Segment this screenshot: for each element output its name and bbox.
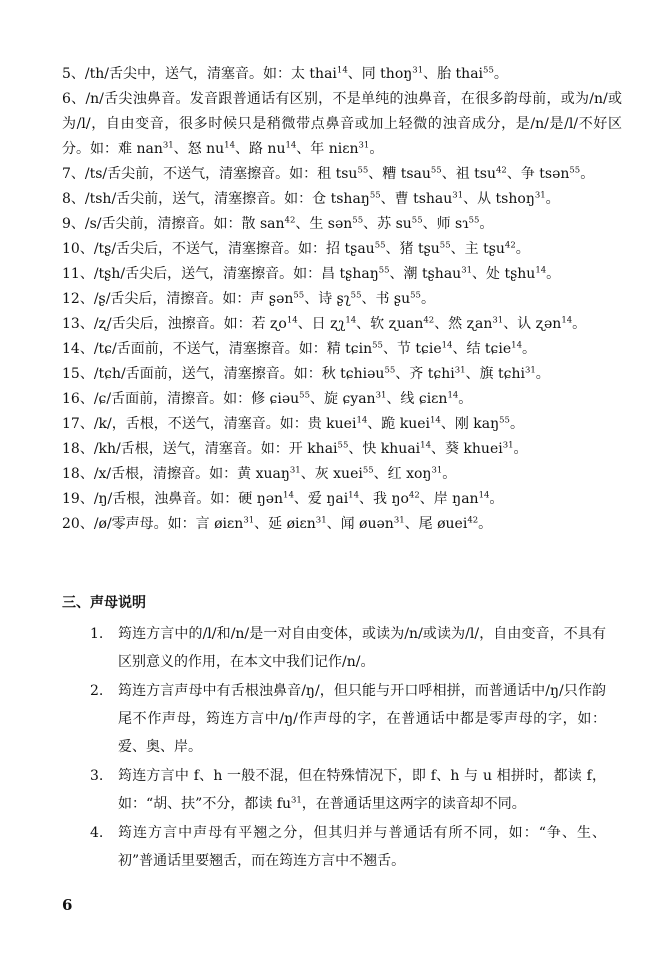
- tone-number: 31: [431, 465, 443, 476]
- text-run: 、旗 tɕhi: [465, 366, 525, 382]
- text-run: 、旋 ɕyan: [310, 391, 376, 407]
- tone-number: 42: [284, 215, 296, 226]
- text-run: 、刚 kaŋ: [440, 416, 500, 432]
- text-run: 5、/th/舌尖中，送气，清塞音。如：太 thai: [62, 66, 337, 82]
- tone-number: 14: [224, 140, 235, 151]
- text-run: 、葵 khuei: [430, 441, 503, 457]
- tone-number: 14: [285, 140, 297, 151]
- text-run: 6、/n/舌尖浊鼻音。发音跟普通话有区别，不是单纯的浊鼻音，在很多韵母前，或为/n/或为/l/，自由变音，很多时候只是稍微带点鼻音或加上轻微的浊音成分，是/n/是/l/不好区分。如：难 nan: [62, 91, 622, 157]
- text-run: 、处 tʂhu: [472, 266, 536, 282]
- text-run: 筠连方言中 f、h 一般不混，但在特殊情况下，即 f、h 与 u 相拼时，都读 f，如：“胡、扶”不分，都读 fu: [118, 768, 606, 812]
- text-run: 、诗 ʂʅ: [304, 291, 351, 307]
- text-run: 17、/k/，舌根，不送气，清塞音。如：贵 kuei: [62, 416, 357, 432]
- text-run: 。: [478, 516, 493, 532]
- tone-number: 31: [393, 515, 405, 526]
- tone-number: 55: [357, 165, 369, 176]
- text-run: 、延 øiɛn: [254, 516, 316, 532]
- note-number: 1.: [90, 626, 104, 642]
- note-text: [118, 819, 606, 875]
- text-run: 、日 ʐʅ: [297, 316, 346, 332]
- tone-number: 55: [384, 365, 396, 376]
- initial-entry: [62, 437, 622, 462]
- tone-number: 55: [410, 290, 421, 301]
- initial-entry: [62, 287, 622, 312]
- tone-number: 14: [441, 340, 453, 351]
- tone-number: 55: [374, 240, 386, 251]
- text-run: 13、/ʐ/舌尖后，浊擦音。如：若 ʐo: [62, 316, 287, 332]
- tone-number: 31: [452, 190, 464, 201]
- text-run: 18、/kh/舌根，送气，清塞音。如：开 khai: [62, 441, 338, 457]
- text-run: 、跪 kuei: [367, 416, 430, 432]
- section-title: 三、声母说明: [62, 595, 146, 611]
- tone-number: 55: [430, 165, 442, 176]
- tone-number: 31: [461, 265, 473, 276]
- text-run: 15、/tɕh/舌面前，送气，清塞擦音。如：秋 tɕhiəu: [62, 366, 385, 382]
- tone-number: 55: [350, 290, 362, 301]
- text-run: 、灰 xuei: [300, 466, 363, 482]
- text-run: 、线 ɕiɛn: [386, 391, 448, 407]
- tone-number: 42: [504, 240, 516, 251]
- initial-entry: [62, 162, 622, 187]
- tone-number: 31: [534, 190, 546, 201]
- text-run: 。: [513, 441, 528, 457]
- tone-number: 55: [362, 465, 374, 476]
- text-run: 。: [442, 466, 457, 482]
- text-run: 8、/tsh/舌尖前，送气，清塞擦音。如：仓 tshaŋ: [62, 191, 370, 207]
- text-run: 、尾 øuei: [404, 516, 468, 532]
- initial-entry: [62, 362, 622, 387]
- tone-number: 31: [162, 140, 174, 151]
- text-run: 。: [458, 391, 473, 407]
- text-run: 、苏 su: [363, 216, 412, 232]
- text-run: 、然 ʐan: [434, 316, 493, 332]
- text-run: 。: [572, 316, 587, 332]
- note-text: [118, 677, 606, 761]
- tone-number: 55: [369, 190, 381, 201]
- tone-number: 55: [411, 215, 423, 226]
- tone-number: 14: [345, 315, 357, 326]
- tone-number: 14: [561, 315, 573, 326]
- note-item: [90, 620, 606, 676]
- initial-entry: [62, 337, 622, 362]
- tone-number: 42: [496, 165, 507, 176]
- page-number: 6: [62, 896, 73, 914]
- tone-number: 14: [430, 415, 441, 426]
- text-run: 、闻 øuən: [326, 516, 394, 532]
- tone-number: 55: [337, 440, 349, 451]
- initial-entry: [62, 462, 622, 487]
- tone-number: 14: [420, 440, 431, 451]
- tone-number: 42: [423, 315, 435, 326]
- tone-number: 14: [356, 415, 368, 426]
- text-run: 、路 nu: [234, 141, 286, 157]
- text-run: 。: [489, 491, 504, 507]
- text-run: 。: [580, 166, 595, 182]
- initial-entry: [62, 412, 622, 437]
- text-run: 10、/tʂ/舌尖后，不送气，清塞擦音。如：招 tʂau: [62, 241, 375, 257]
- tone-number: 31: [243, 515, 255, 526]
- text-run: 、红 xoŋ: [373, 466, 432, 482]
- text-run: 、书 ʂu: [361, 291, 411, 307]
- tone-number: 31: [492, 315, 504, 326]
- text-run: 。: [545, 191, 560, 207]
- tone-number: 31: [315, 515, 327, 526]
- text-run: 、胎 thai: [423, 66, 484, 82]
- text-run: 、师 sɿ: [422, 216, 469, 232]
- initials-list: [62, 62, 622, 537]
- text-run: 、节 tɕie: [382, 341, 442, 357]
- text-run: 筠连方言中声母有平翘之分，但其归并与普通话有所不同，如：“争、生、初”普通话里要翘舌，而在筠连方言中不翘舌。: [118, 825, 606, 869]
- tone-number: 55: [468, 215, 480, 226]
- tone-number: 14: [447, 390, 459, 401]
- initial-entry: [62, 387, 622, 412]
- initial-entry: [62, 87, 622, 162]
- text-run: 、从 tshoŋ: [463, 191, 535, 207]
- text-run: 。: [479, 216, 494, 232]
- tone-number: 55: [293, 290, 305, 301]
- note-item: [90, 762, 606, 818]
- text-run: 、齐 tɕhi: [395, 366, 455, 382]
- text-run: 、糟 tsau: [368, 166, 431, 182]
- text-run: 。: [521, 341, 536, 357]
- tone-number: 42: [408, 490, 420, 501]
- tone-number: 55: [439, 240, 451, 251]
- text-run: 11、/tʂh/舌尖后，送气，清塞擦音。如：昌 tʂhaŋ: [62, 266, 379, 282]
- tone-number: 55: [569, 165, 581, 176]
- text-run: ，在普通话里这两字的读音却不同。: [301, 796, 526, 812]
- text-run: 、软 ʐuan: [356, 316, 424, 332]
- text-run: 、我 ŋo: [359, 491, 409, 507]
- text-run: 9、/s/舌尖前，清擦音。如：散 san: [62, 216, 285, 232]
- text-run: 7、/ts/舌尖前，不送气，清塞擦音。如：租 tsu: [62, 166, 358, 182]
- tone-number: 14: [535, 265, 547, 276]
- initial-entry: [62, 512, 622, 537]
- notes-list: [90, 620, 606, 876]
- initial-entry: [62, 237, 622, 262]
- text-run: 、岸 ŋan: [419, 491, 479, 507]
- text-run: 、认 ʐən: [503, 316, 562, 332]
- text-run: 20、/ø/零声母。如：言 øiɛn: [62, 516, 244, 532]
- tone-number: 31: [412, 65, 424, 76]
- note-number: 3.: [90, 768, 104, 784]
- tone-number: 31: [524, 365, 536, 376]
- text-run: 筠连方言声母中有舌根浊鼻音/ŋ/，但只能与开口呼相拼，而普通话中/ŋ/只作韵尾不作声母，筠连方言中/ŋ/作声母的字，在普通话中都是零声母的字，如：爱、奥、岸。: [118, 683, 606, 755]
- text-run: 18、/x/舌根，清擦音。如：黄 xuaŋ: [62, 466, 290, 482]
- note-item: [90, 677, 606, 761]
- text-run: 、祖 tsu: [441, 166, 496, 182]
- note-item: [90, 819, 606, 875]
- tone-number: 14: [511, 340, 522, 351]
- text-run: 19、/ŋ/舌根，浊鼻音。如：硬 ŋən: [62, 491, 284, 507]
- text-run: 。: [369, 141, 384, 157]
- text-run: 。: [493, 66, 508, 82]
- text-run: 。: [420, 291, 435, 307]
- tone-number: 55: [299, 390, 310, 401]
- note-number: 4.: [90, 825, 104, 841]
- text-run: 。: [515, 241, 530, 257]
- tone-number: 31: [289, 465, 301, 476]
- tone-number: 31: [375, 390, 387, 401]
- tone-number: 31: [454, 365, 466, 376]
- text-run: 、争 tsən: [506, 166, 570, 182]
- initial-entry: [62, 212, 622, 237]
- tone-number: 55: [372, 340, 383, 351]
- initial-entry: [62, 312, 622, 337]
- text-run: 。: [509, 416, 524, 432]
- note-number: 2.: [90, 683, 104, 699]
- tone-number: 55: [378, 265, 390, 276]
- tone-number: 14: [478, 490, 490, 501]
- text-run: 、猪 tʂu: [385, 241, 440, 257]
- tone-number: 42: [467, 515, 479, 526]
- initial-entry: [62, 487, 622, 512]
- tone-number: 55: [499, 415, 510, 426]
- text-run: 、曹 tshau: [380, 191, 453, 207]
- initial-entry: [62, 62, 622, 87]
- tone-number: 55: [483, 65, 494, 76]
- text-run: 12、/ʂ/舌尖后，清擦音。如：声 ʂən: [62, 291, 294, 307]
- tone-number: 31: [358, 140, 370, 151]
- initial-entry: [62, 187, 622, 212]
- text-run: 、潮 tʂhau: [389, 266, 462, 282]
- tone-number: 55: [352, 215, 364, 226]
- tone-number: 14: [336, 65, 348, 76]
- text-run: 、结 tɕie: [452, 341, 512, 357]
- tone-number: 14: [283, 490, 294, 501]
- tone-number: 14: [348, 490, 359, 501]
- text-run: 14、/tɕ/舌面前，不送气，清塞擦音。如：精 tɕin: [62, 341, 373, 357]
- text-run: 、快 khuai: [348, 441, 421, 457]
- text-run: 、同 thoŋ: [347, 66, 413, 82]
- text-run: 16、/ɕ/舌面前，清擦音。如：修 ɕiəu: [62, 391, 300, 407]
- note-text: [118, 762, 606, 818]
- tone-number: 14: [286, 315, 298, 326]
- text-run: 、生 sən: [295, 216, 353, 232]
- tone-number: 31: [290, 795, 302, 806]
- text-run: 、主 tʂu: [450, 241, 505, 257]
- text-run: 、怒 nu: [173, 141, 225, 157]
- text-run: 筠连方言中的/l/和/n/是一对自由变体，或读为/n/或读为/l/，自由变音，不具有区别意义的作用，在本文中我们记作/n/。: [118, 626, 606, 670]
- tone-number: 31: [502, 440, 514, 451]
- note-text: [118, 620, 606, 676]
- text-run: 。: [546, 266, 561, 282]
- text-run: 、爱 ŋai: [293, 491, 349, 507]
- text-run: 、年 niɛn: [296, 141, 359, 157]
- text-run: 。: [535, 366, 550, 382]
- initial-entry: [62, 262, 622, 287]
